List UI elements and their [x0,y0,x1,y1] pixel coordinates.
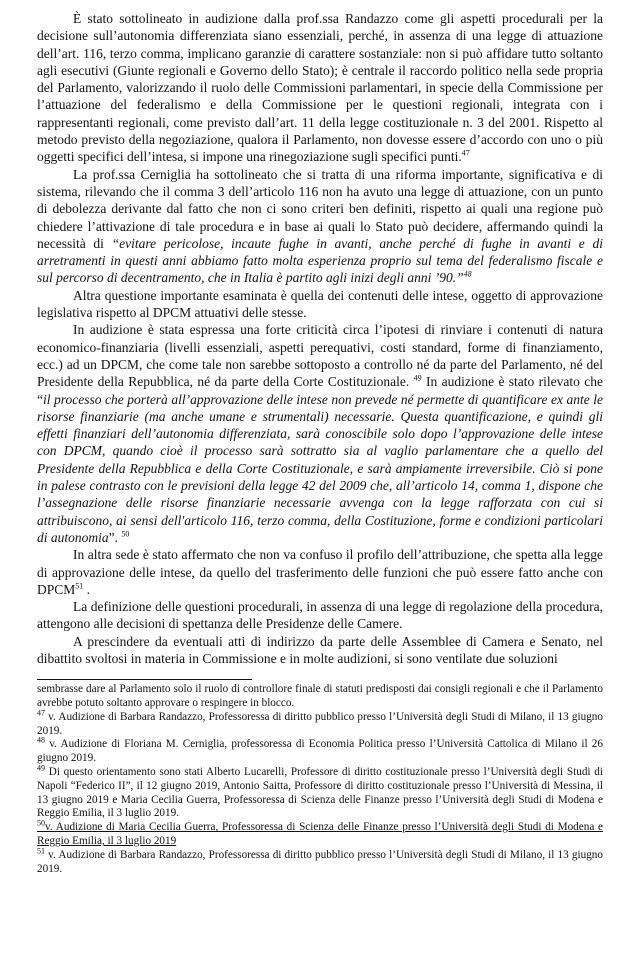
paragraph [37,10,603,166]
paragraph-text: In altra sede è stato affermato che non va confuso il profilo dell’attribuzione, che spetta alla legge di approvazione delle intese, da quello del trasferimento delle funzioni che può essere fatto anche con DPCM [37,547,603,597]
footnote-text: sembrasse dare al Parlamento solo il ruolo di controllore finale di statuti predisposti dai consigli regionali e che il Parlamento avrebbe potuto soltanto approvare o respingere in blocco. [37,683,603,710]
paragraph [37,546,603,598]
paragraph [37,633,603,668]
footnote-reference: 50 [121,529,130,539]
paragraph-text: La prof.ssa Cerniglia ha sottolineato che si tratta di una riforma importante, significativa e di sistema, rilevando che il comma 3 dell’articolo 116 non ha avuto una legge di attuazione, con un punto di debolezza derivante dal fatto che non ci sono criteri ben definiti, rispetto ai quali una regione può chiedere l’attivazione di tale procedura e in base ai quali lo Stato può decidere, affermando quindi la necessità di [37,166,603,251]
quoted-text: il processo che porterà all’approvazione delle intese non prevede né permette di quantificare ex ante le risorse finanziarie (ma anche umane e strumentali) necessarie. Questa quantificazione, e quindi gli effetti finanziari dell’autonomia differenziata, sarà conoscibile solo dopo l’approvazione delle intese con DPCM, quando cioè il processo sarà sottratto sia al vaglio parlamentare che a quello del Presidente della Repubblica e della Corte Costituzionale, e sarà ampiamente irreversibile. Ciò si pone in palese contrasto con le previsioni della legge 42 del 2009 che, all’articolo 14, comma 1, dispone che l’assegnazione delle risorse finanziarie necessarie avvenga con la legge rafforzata con cui si attribuiscono, ai sensi dell'articolo 116, terzo comma, della Costituzione, forme e condizioni particolari di autonomia [37,391,603,545]
paragraph-text: . [83,581,91,597]
paragraph [37,321,603,546]
paragraph-text: È stato sottolineato in audizione dalla prof.ssa Randazzo come gli aspetti procedurali per la decisione sull’autonomia differenziata siano essenziali, perché, in assenza di una legge di attuazione dell’art. 116, terzo comma, implicano garanzie di carattere sostanziale: non si può affidare tutto soltanto agli esecutivi (Giunte regionali e Governo dello Stato); è centrale il raccordo politico nella sede propria del Parlamento, valorizzando il ruolo delle Commissioni parlamentari, in specie della Commissione per l’attuazione del federalismo e della Commissione per le questioni regionali, integrata con i rappresentanti regionali, come previsto dall’art. 11 della legge costituzionale n. 3 del 2001. Rispetto al metodo previsto della negoziazione, qualora il Parlamento, non dovesse essere d’accordo con uno o più oggetti specifici dell’intesa, si impone una rinegoziazione sugli specifici punti. [37,11,603,165]
footnote [37,818,603,849]
footnote-number: 50 [37,818,45,828]
footnotes [37,683,603,876]
paragraph [37,166,603,287]
footnote [37,846,603,877]
footnote-text: v. Audizione di Maria Cecilia Guerra, Professoressa di Scienza delle Finanze presso l’Università degli Studi di Modena e Reggio Emilia, il 3 luglio 2019 [37,821,603,848]
document-page [37,10,603,876]
footnote-reference: 49 [413,373,422,383]
footnote-text: v. Audizione di Floriana M. Cerniglia, professoressa di Economia Politica presso l’Università Cattolica di Milano il 26 giugno 2019. [37,738,603,765]
body-text [37,10,603,667]
footnote-separator [37,679,252,680]
paragraph-text: ”. [108,529,122,545]
paragraph [37,598,603,633]
paragraph-text: La definizione delle questioni procedurali, in assenza di una legge di regolazione della procedura, attengono alle decisioni di spettanza delle Presidenze delle Camere. [37,599,603,632]
footnote-reference: 48 [463,269,472,279]
footnote-text: v. Audizione di Barbara Randazzo, Professoressa di diritto pubblico presso l’Università degli Studi di Milano, il 13 giugno 2019. [37,710,603,737]
paragraph-text: In audizione è stato rilevato che “ [37,374,603,407]
footnote [37,683,603,711]
paragraph-text: In audizione è stata espressa una forte criticità circa l’ipotesi di rinviare i contenuti di natura economico-finanziaria (livelli essenziali, aspetti perequativi, costi standard, forme di finanziamento, ecc.) ad un DPCM, che come tale non sarebbe sottoposto a controllo né da parte del Parlamento, né del Presidente della Repubblica, né da parte della Corte Costituzionale. [37,322,603,390]
footnote-number: 48 [37,735,45,745]
footnote-number: 47 [37,708,45,718]
footnote-text: v. Audizione di Barbara Randazzo, Professoressa di diritto pubblico presso l’Università degli Studi di Milano, il 13 giugno 2019. [37,848,603,875]
footnote [37,735,603,766]
paragraph-text: Altra questione importante esaminata è quella dei contenuti delle intese, oggetto di approvazione legislativa rispetto al DPCM attuativi delle stesse. [37,287,603,321]
footnote-text: Di questo orientamento sono stati Alberto Lucarelli, Professore di diritto costituzionale presso l’Università degli Studi di Napoli “Federico II”, il 12 giugno 2019, Antonio Saitta, Professore di diritto costituzionale presso l’Università di Messina, il 13 giugno 2019 e Maria Cecilia Guerra, Professoressa di Scienza delle Finanze presso l’Università degli Studi di Modena e Reggio Emilia, il 3 luglio 2019. [37,766,603,820]
paragraph [37,287,603,322]
footnote-reference: 47 [461,148,470,158]
quoted-text: “evitare pericolose, incaute fughe in avanti, anche perché di fughe in avanti e di arretramenti in questi anni abbiamo fatto molta esperienza proprio sul tema del federalismo fiscale e sul percorso di decentramento, che in Italia è partito agli inizi degli anni ’90.” [37,235,604,286]
footnote-number: 49 [37,763,45,773]
footnote-reference: 51 [75,581,84,591]
footnote [37,763,603,821]
footnote [37,708,603,739]
paragraph-text: A prescindere da eventuali atti di indirizzo da parte delle Assemblee di Camera e Senato, nel dibattito svoltosi in materia in Commissione e in molte audizioni, si sono ventilate due soluzioni [37,633,603,666]
footnote-number: 51 [37,846,45,856]
